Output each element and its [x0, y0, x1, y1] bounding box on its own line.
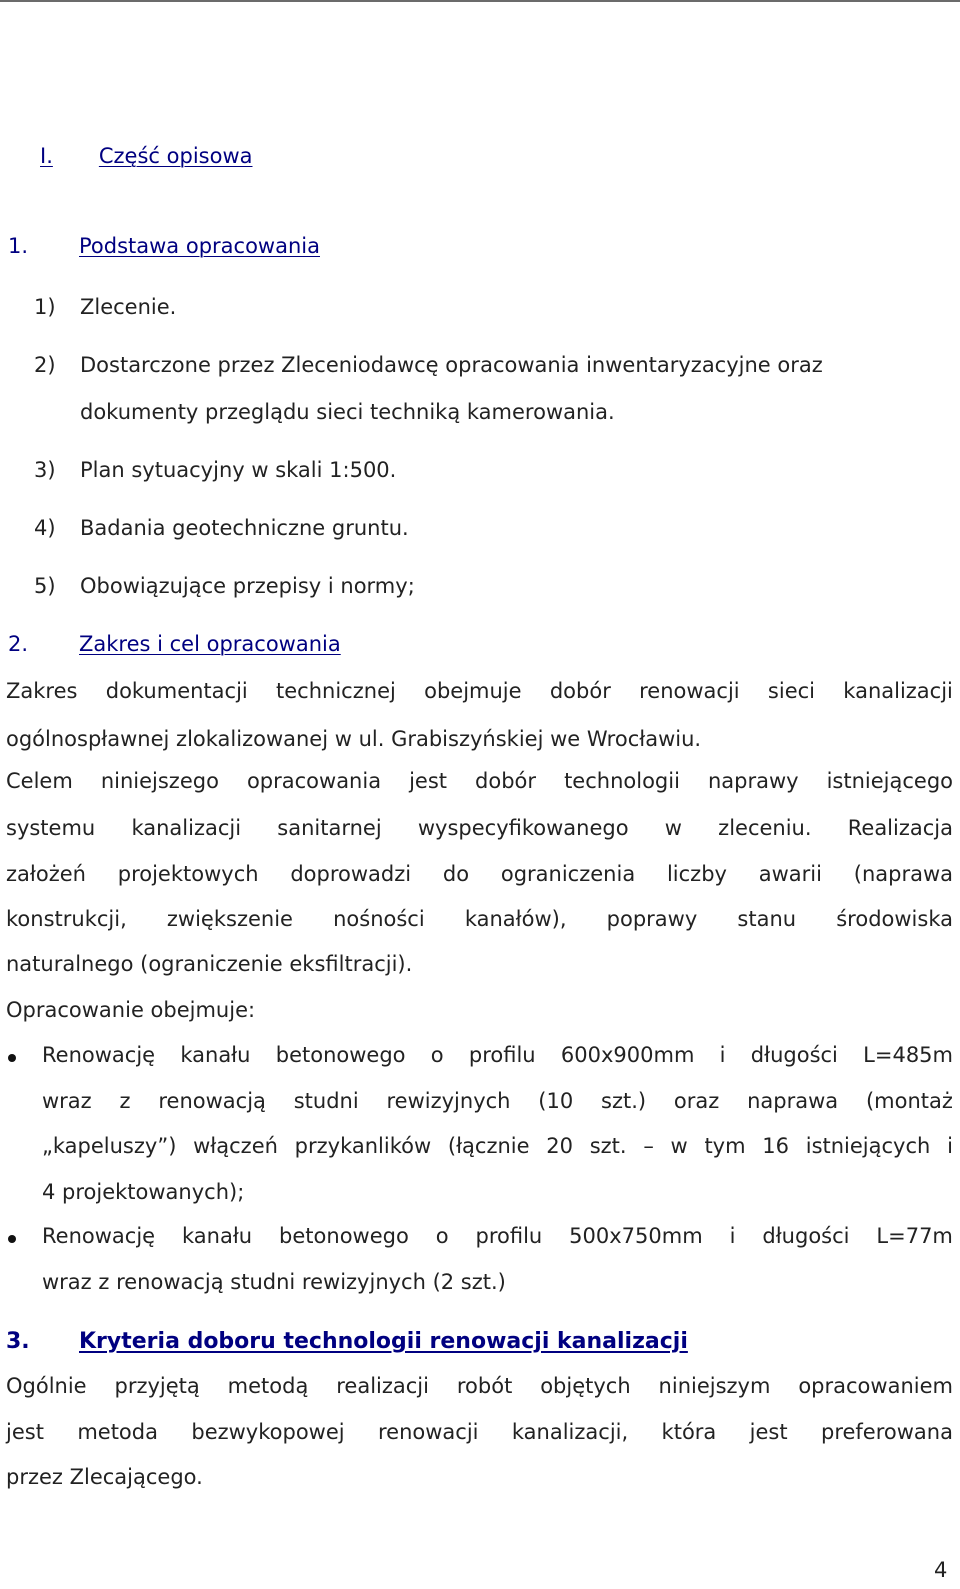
word: 600x900mm — [560, 1043, 695, 1067]
word: profilu — [475, 1224, 543, 1248]
word: jest — [6, 1420, 44, 1444]
word: renowacji — [377, 1420, 479, 1444]
bullet-line: 4 projektowanych); — [42, 1180, 245, 1204]
list-item-text-cont: dokumenty przeglądu sieci techniką kamerowania. — [80, 400, 615, 424]
word: do — [442, 862, 470, 886]
heading-3-title — [79, 1329, 688, 1354]
bullet-line — [42, 1134, 953, 1158]
word: dobór — [549, 679, 611, 703]
word: obejmuje — [424, 679, 522, 703]
word: sieci — [767, 679, 815, 703]
list-item-text: Obowiązujące przepisy i normy; — [80, 574, 415, 598]
paragraph-line — [6, 862, 953, 886]
word: kanalizacji, — [511, 1420, 629, 1444]
word: L=485m — [863, 1043, 953, 1067]
word: technologii — [564, 769, 680, 793]
word: – — [643, 1134, 654, 1158]
word: robót — [456, 1374, 513, 1398]
word: kanałów), — [464, 907, 567, 931]
word: dobór — [475, 769, 537, 793]
list-item-num: 4) — [34, 516, 56, 540]
word: 500x750mm — [569, 1224, 703, 1248]
bullet-icon — [8, 1054, 16, 1062]
word: L=77m — [876, 1224, 953, 1248]
word: 20 — [546, 1134, 573, 1158]
word: długości — [762, 1224, 850, 1248]
word: niniejszego — [100, 769, 219, 793]
bullet-line — [42, 1224, 953, 1248]
list-item-num: 5) — [34, 574, 56, 598]
word: i — [729, 1224, 736, 1248]
word: o — [435, 1224, 449, 1248]
word: poprawy — [606, 907, 698, 931]
word: doprowadzi — [290, 862, 412, 886]
word: niniejszym — [658, 1374, 771, 1398]
word: (naprawa — [853, 862, 953, 886]
section-heading — [40, 144, 253, 168]
word: rewizyjnych — [386, 1089, 511, 1113]
word: Renowację — [42, 1043, 156, 1067]
word: i — [719, 1043, 726, 1067]
list-item-text: Plan sytuacyjny w skali 1:500. — [80, 458, 397, 482]
word: (montaż — [865, 1089, 953, 1113]
word: która — [661, 1420, 717, 1444]
word: Renowację — [42, 1224, 156, 1248]
word: wraz — [42, 1089, 92, 1113]
word: kanalizacji — [131, 816, 242, 840]
word: (10 — [538, 1089, 574, 1113]
paragraph-line: naturalnego (ograniczenie eksfiltracji). — [6, 952, 413, 976]
word: jest — [409, 769, 448, 793]
word: 16 — [762, 1134, 790, 1158]
list-item-text: Zlecenie. — [80, 295, 177, 319]
word: bezwykopowej — [191, 1420, 345, 1444]
heading-1 — [8, 234, 28, 258]
word: o — [430, 1043, 444, 1067]
word: dokumentacji — [105, 679, 248, 703]
word: (łącznie — [447, 1134, 530, 1158]
word: oraz — [673, 1089, 720, 1113]
word: renowacją — [158, 1089, 266, 1113]
word: szt. — [589, 1134, 627, 1158]
word: liczby — [666, 862, 727, 886]
word: Celem — [6, 769, 73, 793]
word: kanału — [180, 1043, 251, 1067]
word: technicznej — [276, 679, 396, 703]
paragraph-line — [6, 816, 953, 840]
bullet-line — [42, 1089, 953, 1113]
list-item-num: 3) — [34, 458, 56, 482]
word: metodą — [227, 1374, 309, 1398]
word: awarii — [758, 862, 822, 886]
section-title: Część opisowa — [98, 144, 253, 168]
word: zwiększenie — [166, 907, 293, 931]
list-item-num: 1) — [34, 295, 56, 319]
heading-2-number: 2. — [8, 632, 29, 656]
word: nośności — [333, 907, 425, 931]
heading-3-title-text: Kryteria doboru technologii renowacji kanalizacji — [79, 1329, 688, 1354]
paragraph-line: ogólnospławnej zlokalizowanej w ul. Grabiszyńskiej we Wrocławiu. — [6, 727, 702, 751]
list-item-num: 2) — [34, 353, 56, 377]
paragraph-line — [6, 679, 953, 703]
word: włączeń — [193, 1134, 278, 1158]
section-number: I. — [40, 144, 53, 168]
list-item-text: Badania geotechniczne gruntu. — [80, 516, 409, 540]
word: zleceniu. — [718, 816, 812, 840]
heading-1-title — [79, 234, 320, 258]
word: projektowych — [117, 862, 259, 886]
word: Zakres — [6, 679, 78, 703]
heading-1-number: 1. — [8, 234, 29, 258]
paragraph-line: Opracowanie obejmuje: — [6, 998, 256, 1022]
paragraph-line — [6, 1374, 953, 1398]
word: preferowana — [820, 1420, 953, 1444]
bullet-line — [42, 1043, 953, 1067]
word: środowiska — [836, 907, 953, 931]
top-rule — [0, 0, 960, 2]
word: ograniczenia — [500, 862, 636, 886]
word: „kapeluszy”) — [42, 1134, 177, 1158]
word: założeń — [6, 862, 86, 886]
word: kanalizacji — [843, 679, 953, 703]
paragraph-line: przez Zlecającego. — [6, 1465, 203, 1489]
word: w — [670, 1134, 688, 1158]
heading-2-title-text: Zakres i cel opracowania — [79, 632, 341, 656]
word: Ogólnie — [6, 1374, 87, 1398]
paragraph-line — [6, 769, 953, 793]
bullet-icon — [8, 1235, 16, 1243]
word: w — [664, 816, 682, 840]
word: sanitarnej — [277, 816, 382, 840]
bullet-line: wraz z renowacją studni rewizyjnych (2 szt.) — [42, 1270, 506, 1294]
word: metoda — [77, 1420, 158, 1444]
word: profilu — [468, 1043, 536, 1067]
word: przykanlików — [294, 1134, 432, 1158]
word: długości — [750, 1043, 838, 1067]
list-item-text: Dostarczone przez Zleceniodawcę opracowania inwentaryzacyjne oraz — [80, 353, 823, 377]
paragraph-line — [6, 1420, 953, 1444]
word: objętych — [540, 1374, 631, 1398]
word: istniejących — [805, 1134, 931, 1158]
paragraph-line — [6, 907, 953, 931]
word: betonowego — [279, 1224, 409, 1248]
word: Realizacja — [847, 816, 953, 840]
heading-3-number: 3. — [6, 1329, 30, 1354]
word: istniejącego — [826, 769, 953, 793]
word: renowacji — [639, 679, 740, 703]
heading-1-title-text: Podstawa opracowania — [79, 234, 320, 258]
word: jest — [749, 1420, 788, 1444]
word: i — [947, 1134, 953, 1158]
word: przyjętą — [114, 1374, 200, 1398]
word: realizacji — [336, 1374, 429, 1398]
page-number: 4 — [934, 1558, 948, 1582]
word: naprawy — [707, 769, 799, 793]
heading-2-title — [79, 632, 341, 656]
word: systemu — [6, 816, 96, 840]
word: naprawa — [747, 1089, 839, 1113]
word: z — [119, 1089, 131, 1113]
word: kanału — [182, 1224, 253, 1248]
word: opracowaniem — [798, 1374, 953, 1398]
word: studni — [293, 1089, 359, 1113]
word: wyspecyfikowanego — [417, 816, 629, 840]
word: szt.) — [601, 1089, 647, 1113]
word: stanu — [737, 907, 797, 931]
word: opracowania — [246, 769, 382, 793]
word: tym — [704, 1134, 746, 1158]
word: betonowego — [275, 1043, 406, 1067]
word: konstrukcji, — [6, 907, 127, 931]
